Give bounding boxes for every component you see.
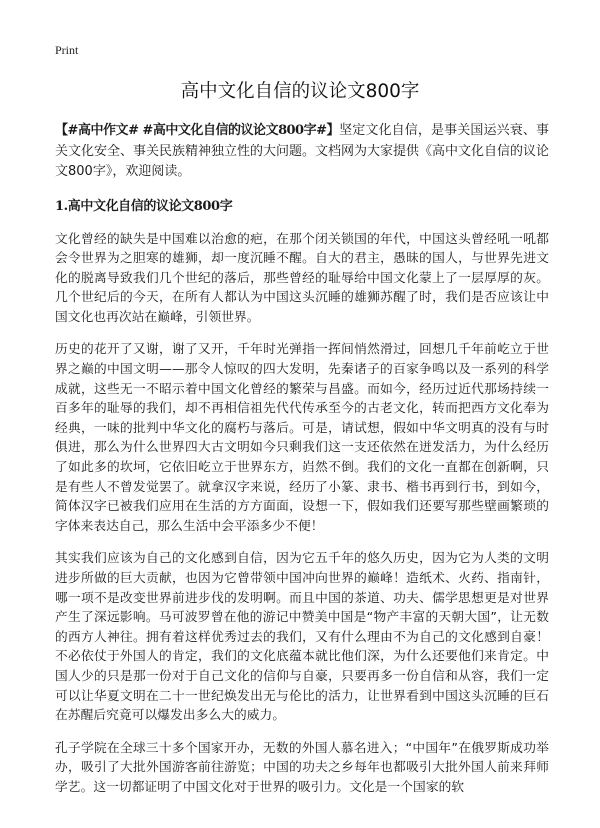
body-paragraph-1: 文化曾经的缺失是中国难以治愈的疤，在那个闭关锁国的年代，中国这头曾经吼一吼都会令世界为之胆寒的雄狮，却一度沉睡不醒。自大的君主，愚昧的国人，与世界先进文化的脱离导致我们几个世纪的落后，那些曾经的耻辱给中国文化蒙上了一层厚厚的灰。几个世纪后的今天，在所有人都认为中国这头沉睡的雄狮苏醒了时，我们是否应该让中国文化也再次站在巅峰，引领世界。 <box>55 230 549 324</box>
section-heading: 1.高中文化自信的议论文800字 <box>55 198 233 214</box>
body-paragraph-4: 孔子学院在全球三十多个国家开办，无数的外国人慕名进入；“中国年”在俄罗斯成功举办，吸引了大批外国游客前往游览；中国的功夫之乡每年也都吸引大批外国人前来拜师学艺。这一切都证明了中国文化对于世界的吸引力。文化是一个国家的软 <box>55 739 549 794</box>
intro-paragraph <box>55 121 549 183</box>
page-title: 高中文化自信的议论文800字 <box>180 81 420 102</box>
intro-text: 坚定文化自信，是事关国运兴衰、事关文化安全、事关民族精神独立性的大问题。文档网为大家提供《高中文化自信的议论文800字》，欢迎阅读。 <box>55 123 550 179</box>
body-paragraph-2: 历史的花开了又谢，谢了又开，千年时光弹指一挥间悄然滑过，回想几千年前屹立于世界之巅的中国文明——那令人惊叹的四大发明，先秦诸子的百家争鸣以及一系列的科学成就，这些无一不昭示着中国文化曾经的繁荣与昌盛。而如今，经历过近代那场持续一百多年的耻辱的我们，却不再相信祖先代代传承至今的古老文化，转而把西方文化奉为经典，一味的批判中华文化的腐朽与落后。可是，请试想，假如中华文明真的没有与时俱进，那么为什么世界四大古文明如今只剩我们这一支还依然在迸发活力，为什么经历了如此多的坎坷，它依旧屹立于世界东方，岿然不倒。我们的文化一直都在创新啊，只是有些人不曾发觉罢了。就拿汉字来说，经历了小篆、隶书、楷书再到行书，到如今，简体汉字已被我们应用在生活的方方面面，设想一下，假如我们还要写那些壁画繁琐的字体来表达自己，那么生活中会平添多少不便！ <box>55 341 549 533</box>
intro-tag: 【#高中作文# #高中文化自信的议论文800字#】 <box>55 123 340 138</box>
article-body <box>55 121 549 810</box>
body-paragraph-3: 其实我们应该为自己的文化感到自信，因为它五千年的悠久历史，因为它为人类的文明进步所做的巨大贡献，也因为它曾带领中国冲向世界的巅峰！造纸术、火药、指南针，哪一项不是改变世界前进步伐的发明啊。而且中国的茶道、功夫、儒学思想更是对世界产生了深远影响。马可波罗曾在他的游记中赞美中国是“物产丰富的天朝大国”，让无数的西方人神往。拥有着这样优秀过去的我们，又有什么理由不为自己的文化感到自豪！不必依仗于外国人的肯定，我们的文化底蕴本就比他们深，为什么还要他们来肯定。中国人少的只是那一份对于自己文化的信仰与自豪，只要再多一份自信和从容，我们一定可以让华夏文明在二十一世纪焕发出无与伦比的活力，让世界看到中国这头沉睡的巨石在苏醒后究竟可以爆发出多么大的威力。 <box>55 550 549 723</box>
print-link[interactable]: Print <box>55 43 79 57</box>
